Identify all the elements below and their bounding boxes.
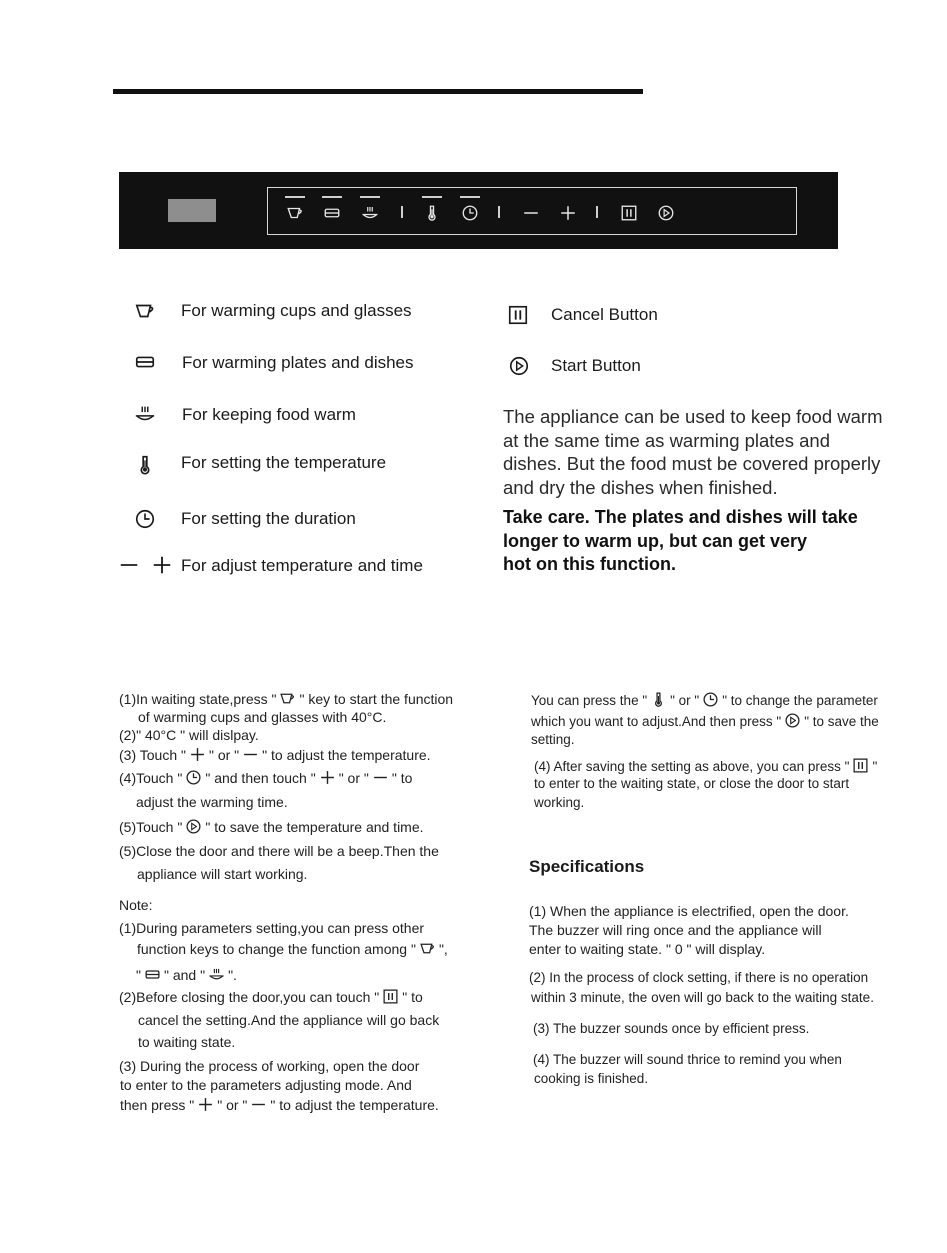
plus-icon [319,769,336,786]
instruction-line: working. [534,795,585,810]
thermometer-icon [134,454,156,476]
thermometer-icon [650,691,667,708]
spec-line: enter to waiting state. " 0 " will display. [529,941,766,957]
spec-line: (3) The buzzer sounds once by efficient press. [533,1021,810,1036]
play-icon [508,355,530,377]
indicator-bar [360,196,380,198]
legend-label: For keeping food warm [182,405,356,424]
instruction-line: (5)Touch " " to save the temperature and time. [119,819,424,835]
cup-icon [134,300,156,322]
indicator-bar [285,196,305,198]
legend-label: Cancel Button [551,305,658,324]
panel-separator [498,206,500,218]
clock-icon [702,691,719,708]
instruction-line: setting. [531,732,575,747]
note-line: (3) During the process of working, open the door [119,1058,420,1074]
instruction-line: (2)" 40°C " will dislpay. [119,727,259,743]
thermometer-icon[interactable] [423,204,441,222]
food-warm-icon [208,966,225,983]
panel-separator [596,206,598,218]
minus-icon [372,769,389,786]
cup-icon [279,690,296,707]
pause-icon[interactable] [620,204,638,222]
instruction-line: (5)Close the door and there will be a beep.Then the [119,843,439,859]
instruction-line: appliance will start working. [137,866,308,882]
plus-icon [197,1096,214,1113]
pause-icon [507,304,529,326]
spec-line: The buzzer will ring once and the appliance will [529,922,822,938]
indicator-bar [322,196,342,198]
instruction-line: (3) Touch " " or " " to adjust the temperature. [119,747,431,763]
pause-icon [852,757,869,774]
legend-label: For warming cups and glasses [181,301,412,320]
plate-icon[interactable] [323,204,341,222]
play-icon[interactable] [657,204,675,222]
minus-icon [118,554,140,576]
spec-line: cooking is finished. [534,1071,649,1086]
instruction-line: adjust the warming time. [136,794,288,810]
instruction-line: (1)In waiting state,press " " key to start the function [119,691,454,707]
cup-icon [419,940,436,957]
note-line: to enter to the parameters adjusting mode. And [120,1077,412,1093]
cup-icon[interactable] [286,204,304,222]
indicator-bar [460,196,480,198]
legend-label: For adjust temperature and time [181,556,423,575]
play-icon [784,712,801,729]
warning-text: Take care. The plates and dishes will take longer to warm up, but can get very hot on this function. [503,507,858,574]
note-line: then press " " or " " to adjust the temperature. [120,1097,439,1113]
plus-icon[interactable] [559,204,577,222]
note-line: cancel the setting.And the appliance will go back [138,1012,440,1028]
instruction-line: of warming cups and glasses with 40°C. [138,709,387,725]
note-line: function keys to change the function among " ", [137,941,448,957]
clock-icon [185,769,202,786]
food-warm-icon [134,403,156,425]
play-icon [185,818,202,835]
instruction-line: (4)Touch " " and then touch " " or " " to [119,770,413,786]
legend-label: For setting the duration [181,509,356,528]
spec-line: within 3 minute, the oven will go back to the waiting state. [531,990,874,1005]
note-line: (2)Before closing the door,you can touch " " to [119,989,423,1005]
usage-note: The appliance can be used to keep food warm at the same time as warming plates and dishes. But the food must be covered properly and dry the dishes when finished. [503,406,883,498]
minus-icon [242,746,259,763]
note-line: " " and " ". [136,967,237,983]
plate-icon [134,351,156,373]
note-title: Note: [119,897,153,913]
plate-icon [144,966,161,983]
specifications-heading: Specifications [529,857,645,876]
legend-label: For setting the temperature [181,453,387,472]
food-warm-icon[interactable] [361,204,379,222]
plus-icon [151,554,173,576]
pause-icon [382,988,399,1005]
instruction-line: (4) After saving the setting as above, you can press " " [534,759,878,774]
clock-icon[interactable] [461,204,479,222]
spec-line: (4) The buzzer will sound thrice to remind you when [533,1052,842,1067]
minus-icon [250,1096,267,1113]
instruction-line: You can press the " " or " " to change the parameter [531,693,878,708]
note-line: to waiting state. [138,1034,236,1050]
minus-icon[interactable] [522,204,540,222]
header-rule [113,89,643,94]
instruction-line: to enter to the waiting state, or close the door to start [534,776,850,791]
legend-label: For warming plates and dishes [182,353,414,372]
spec-line: (2) In the process of clock setting, if there is no operation [529,970,869,985]
legend-label: Start Button [551,356,641,375]
clock-icon [134,508,156,530]
spec-line: (1) When the appliance is electrified, open the door. [529,903,849,919]
panel-display [168,199,216,222]
panel-separator [401,206,403,218]
note-line: (1)During parameters setting,you can press other [119,920,425,936]
instruction-line: which you want to adjust.And then press " " to save the [531,714,879,729]
plus-icon [189,746,206,763]
indicator-bar [422,196,442,198]
